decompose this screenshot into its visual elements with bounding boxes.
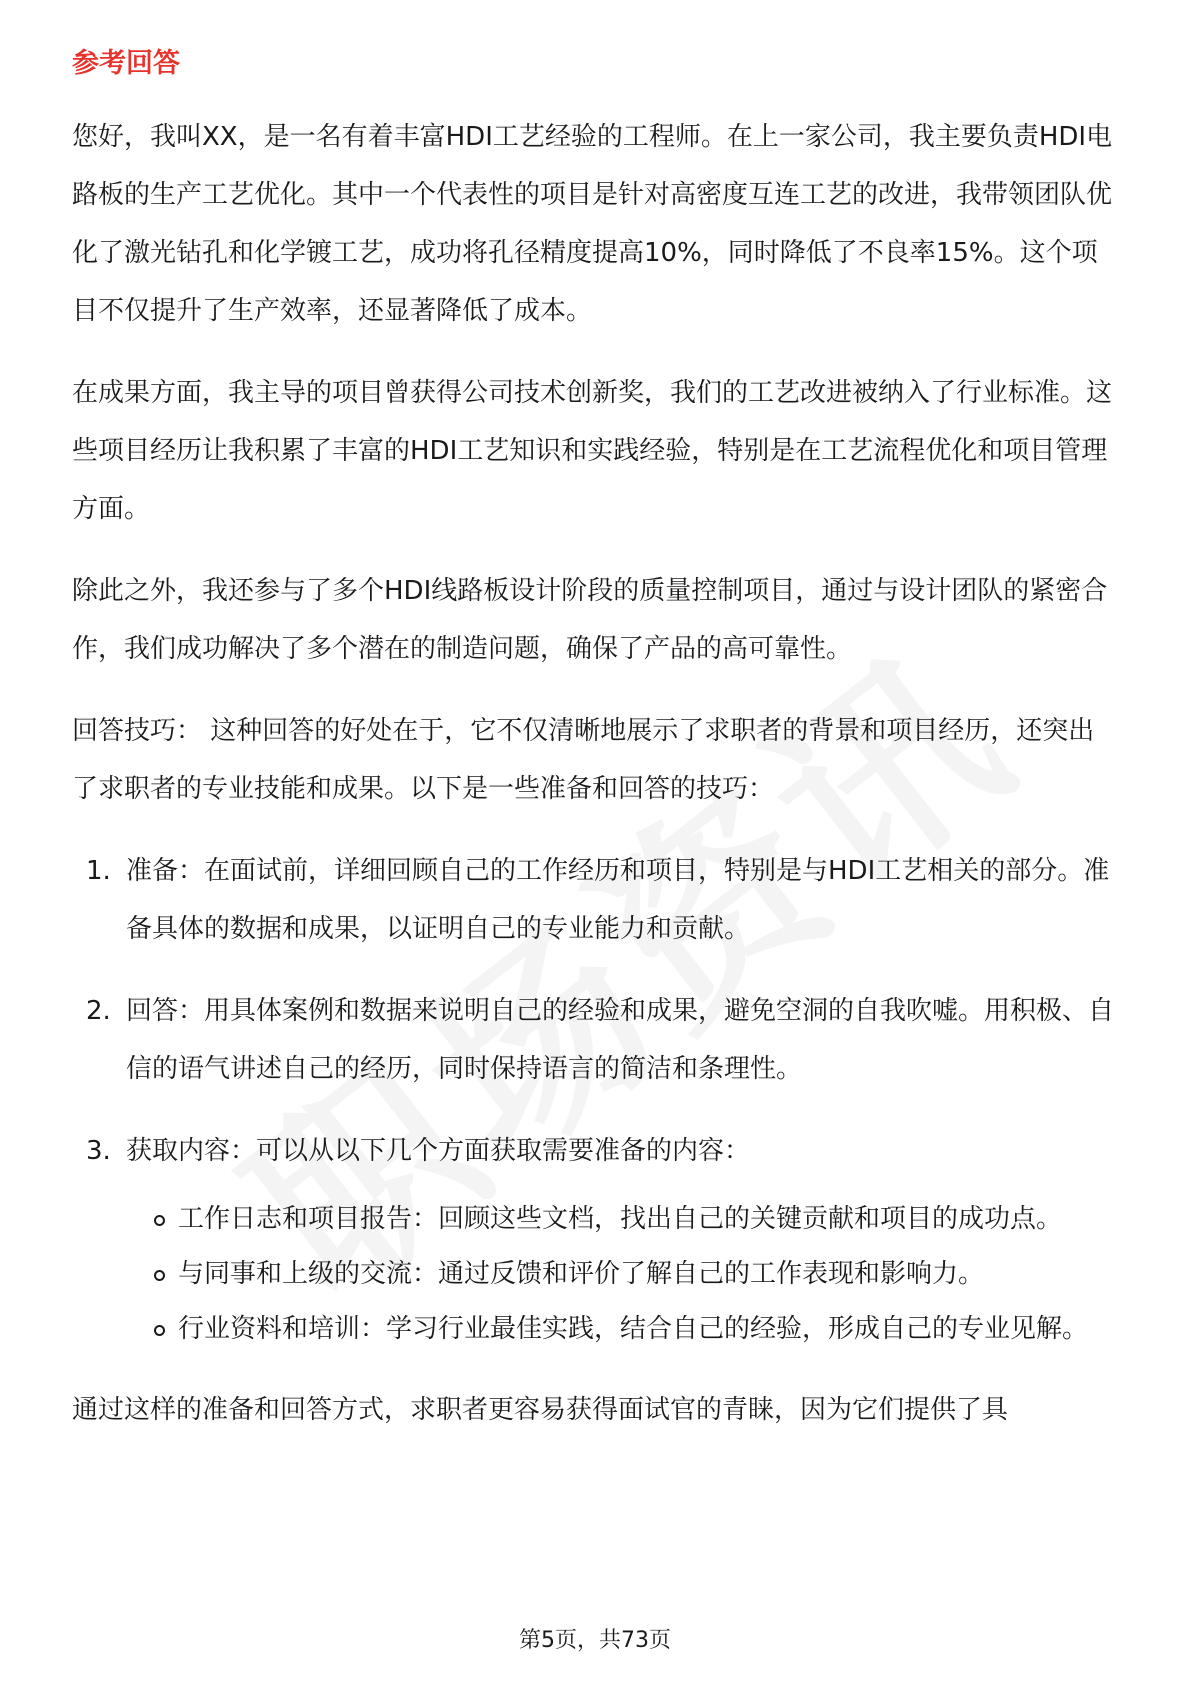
list-item-text: 获取内容：可以从以下几个方面获取需要准备的内容： [126,1136,751,1166]
list-item [72,982,1118,1098]
sub-list-item-text: 行业资料和培训：学习行业最佳实践，结合自己的经验，形成自己的专业见解。 [178,1314,1089,1344]
list-item-text: 回答：用具体案例和数据来说明自己的经验和成果，避免空洞的自我吹嘘。用积极、自信的语气讲述自己的经历，同时保持语言的简洁和条理性。 [126,996,1115,1084]
closing-paragraph: 通过这样的准备和回答方式，求职者更容易获得面试官的青睐，因为它们提供了具 [72,1395,1009,1425]
list-number: 1. [86,856,111,886]
list-number: 2. [86,996,111,1026]
sub-list-item-text: 与同事和上级的交流：通过反馈和评价了解自己的工作表现和影响力。 [178,1259,985,1289]
achievements-paragraph: 在成果方面，我主导的项目曾获得公司技术创新奖，我们的工艺改进被纳入了行业标准。这些项目经历让我积累了丰富的HDI工艺知识和实践经验，特别是在工艺流程优化和项目管理方面。 [72,378,1113,524]
tips-paragraph: 回答技巧： 这种回答的好处在于，它不仅清晰地展示了求职者的背景和项目经历，还突出了求职者的专业技能和成果。以下是一些准备和回答的技巧： [72,716,1095,804]
sub-list [126,1192,1118,1357]
section-heading: 参考回答 [72,48,180,79]
sub-list-item [126,1302,1118,1357]
list-number: 3. [86,1136,111,1166]
intro-paragraph: 您好，我叫XX，是一名有着丰富HDI工艺经验的工程师。在上一家公司，我主要负责HDI电路板的生产工艺优化。其中一个代表性的项目是针对高密度互连工艺的改进，我带领团队优化了激光钻孔和化学镀工艺，成功将孔径精度提高10%，同时降低了不良率15%。这个项目不仅提升了生产效率，还显著降低了成本。 [72,122,1113,326]
document-page [72,44,1118,1463]
sub-list-item-text: 工作日志和项目报告：回顾这些文档，找出自己的关键贡献和项目的成功点。 [178,1204,1063,1234]
sub-list-item [126,1247,1118,1302]
page-number: 第5页，共73页 [519,1628,671,1653]
circle-bullet-icon [154,1215,165,1226]
list-item [72,842,1118,958]
circle-bullet-icon [154,1270,165,1281]
list-item-text: 准备：在面试前，详细回顾自己的工作经历和项目，特别是与HDI工艺相关的部分。准备具体的数据和成果，以证明自己的专业能力和贡献。 [126,856,1110,944]
list-item [72,1122,1118,1357]
tips-list [72,842,1118,1357]
additional-paragraph: 除此之外，我还参与了多个HDI线路板设计阶段的质量控制项目，通过与设计团队的紧密合作，我们成功解决了多个潜在的制造问题，确保了产品的高可靠性。 [72,576,1108,664]
sub-list-item [126,1192,1118,1247]
circle-bullet-icon [154,1325,165,1336]
